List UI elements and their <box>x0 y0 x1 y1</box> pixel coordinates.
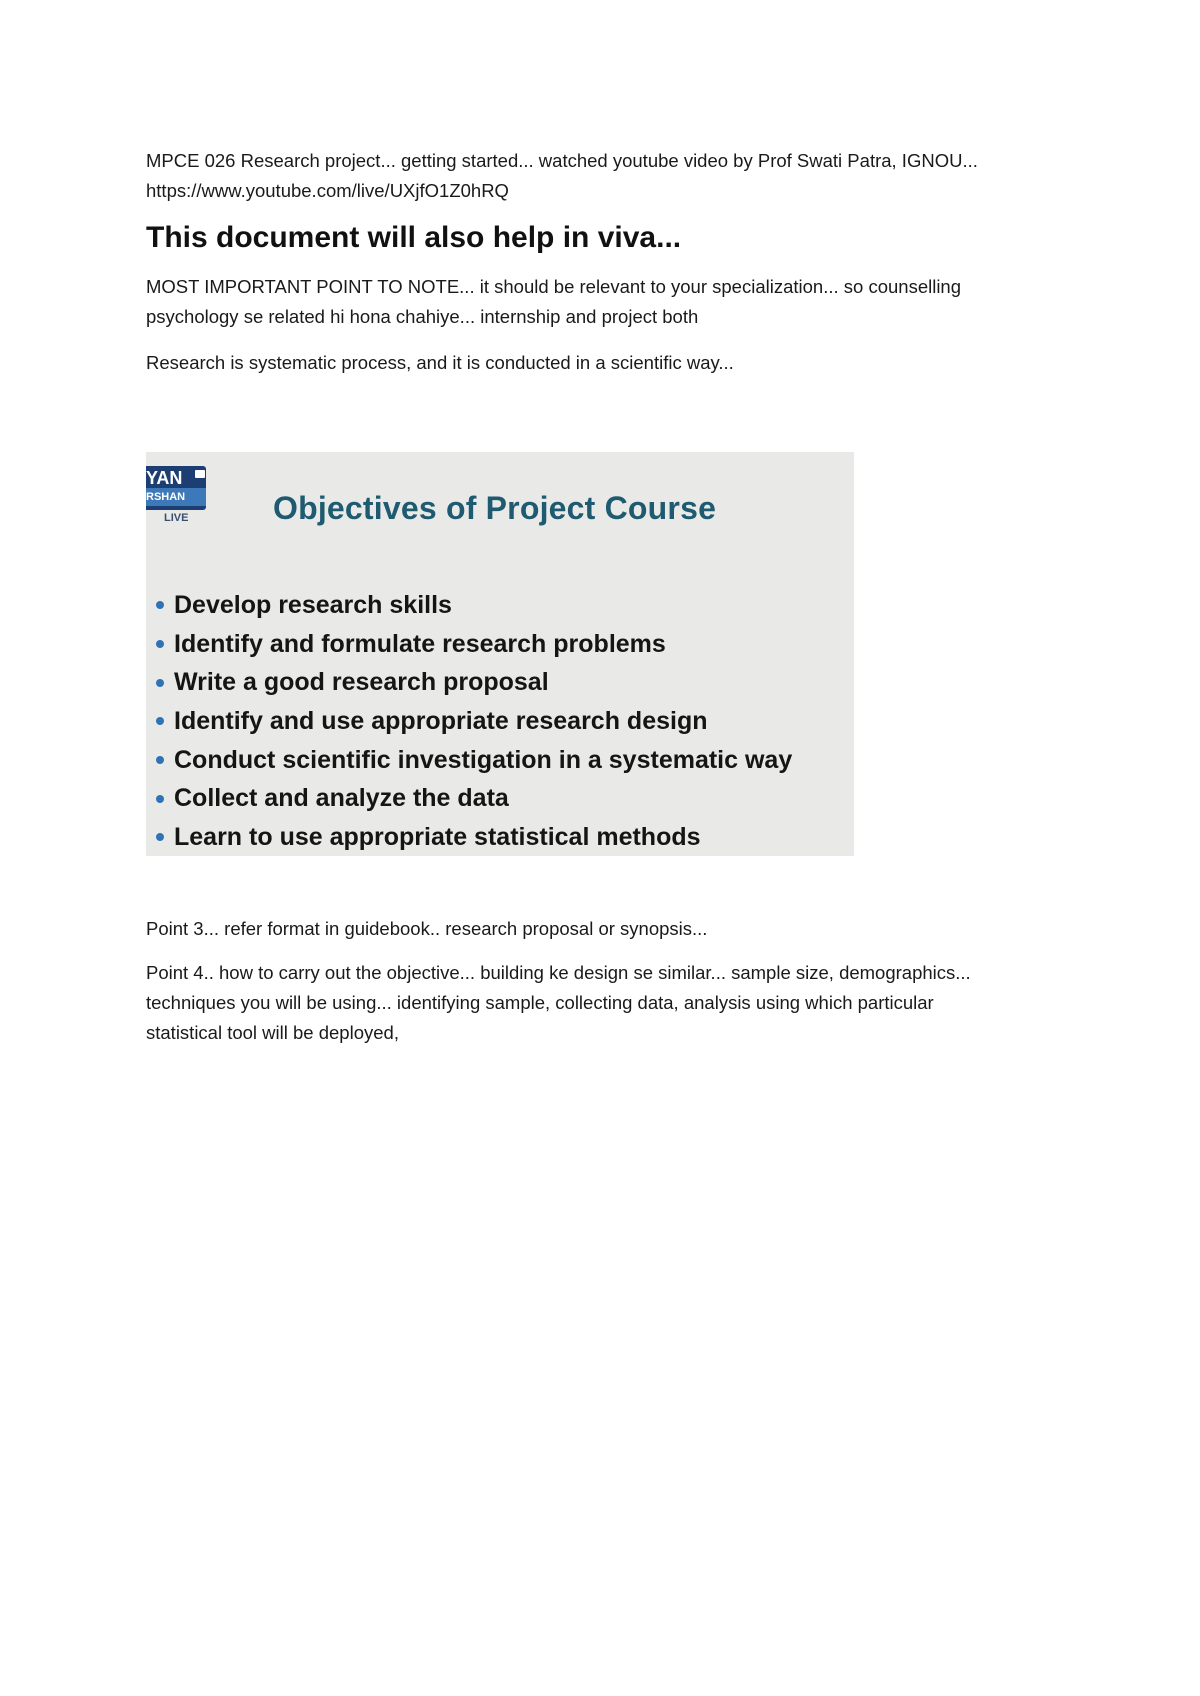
bullet-dot-icon <box>156 679 164 687</box>
objective-text: Conduct scientific investigation in a systematic way <box>174 745 793 774</box>
point4-line: statistical tool will be deployed, <box>146 1022 399 1043</box>
objective-item <box>156 779 792 818</box>
slide-title: Objectives of Project Course <box>273 490 717 526</box>
point3-paragraph <box>146 914 1066 944</box>
objective-text: Identify and formulate research problems <box>174 629 666 658</box>
point4-line: Point 4.. how to carry out the objective... building ke design se similar... sample size, demographics... <box>146 962 971 983</box>
logo-top-text: YAN <box>146 468 183 488</box>
important-note-line: psychology se related hi hona chahiye... internship and project both <box>146 306 699 327</box>
point4-line: techniques you will be using... identifying sample, collecting data, analysis using which particular <box>146 992 934 1013</box>
hd-badge-icon <box>195 470 205 478</box>
document-heading: This document will also help in viva... <box>146 221 682 254</box>
objective-item <box>156 625 792 664</box>
objective-item <box>156 663 792 702</box>
objective-item <box>156 818 792 856</box>
objective-text: Collect and analyze the data <box>174 784 509 813</box>
bullet-dot-icon <box>156 601 164 609</box>
bullet-dot-icon <box>156 833 164 841</box>
objectives-slide-image <box>146 452 854 856</box>
research-note-paragraph <box>146 348 1066 378</box>
objectives-list <box>156 586 792 856</box>
channel-logo <box>146 466 206 524</box>
bullet-dot-icon <box>156 756 164 764</box>
objective-text: Identify and use appropriate research design <box>174 706 708 735</box>
youtube-link-text: https://www.youtube.com/live/UXjfO1Z0hRQ <box>146 180 509 201</box>
bullet-dot-icon <box>156 795 164 803</box>
point4-paragraph <box>146 958 1066 1048</box>
logo-box <box>146 466 206 510</box>
objective-text: Learn to use appropriate statistical methods <box>174 822 701 851</box>
intro-line: MPCE 026 Research project... getting started... watched youtube video by Prof Swati Patra, IGNOU... <box>146 150 978 171</box>
objective-item <box>156 702 792 741</box>
objective-item <box>156 741 792 780</box>
bullet-dot-icon <box>156 717 164 725</box>
objective-text: Develop research skills <box>174 590 452 619</box>
objective-item <box>156 586 792 625</box>
bullet-dot-icon <box>156 640 164 648</box>
document-body <box>146 146 1066 378</box>
logo-live-text: LIVE <box>164 512 189 524</box>
objective-text: Write a good research proposal <box>174 668 549 697</box>
intro-paragraph <box>146 146 1066 206</box>
important-note-paragraph <box>146 272 1066 332</box>
logo-mid-text: RSHAN <box>146 491 186 503</box>
point3-line: Point 3... refer format in guidebook.. research proposal or synopsis... <box>146 918 708 939</box>
document-body-continued <box>146 914 1066 1048</box>
research-note-line: Research is systematic process, and it is conducted in a scientific way... <box>146 352 734 373</box>
important-note-line: MOST IMPORTANT POINT TO NOTE... it should be relevant to your specialization... so counselling <box>146 276 962 297</box>
